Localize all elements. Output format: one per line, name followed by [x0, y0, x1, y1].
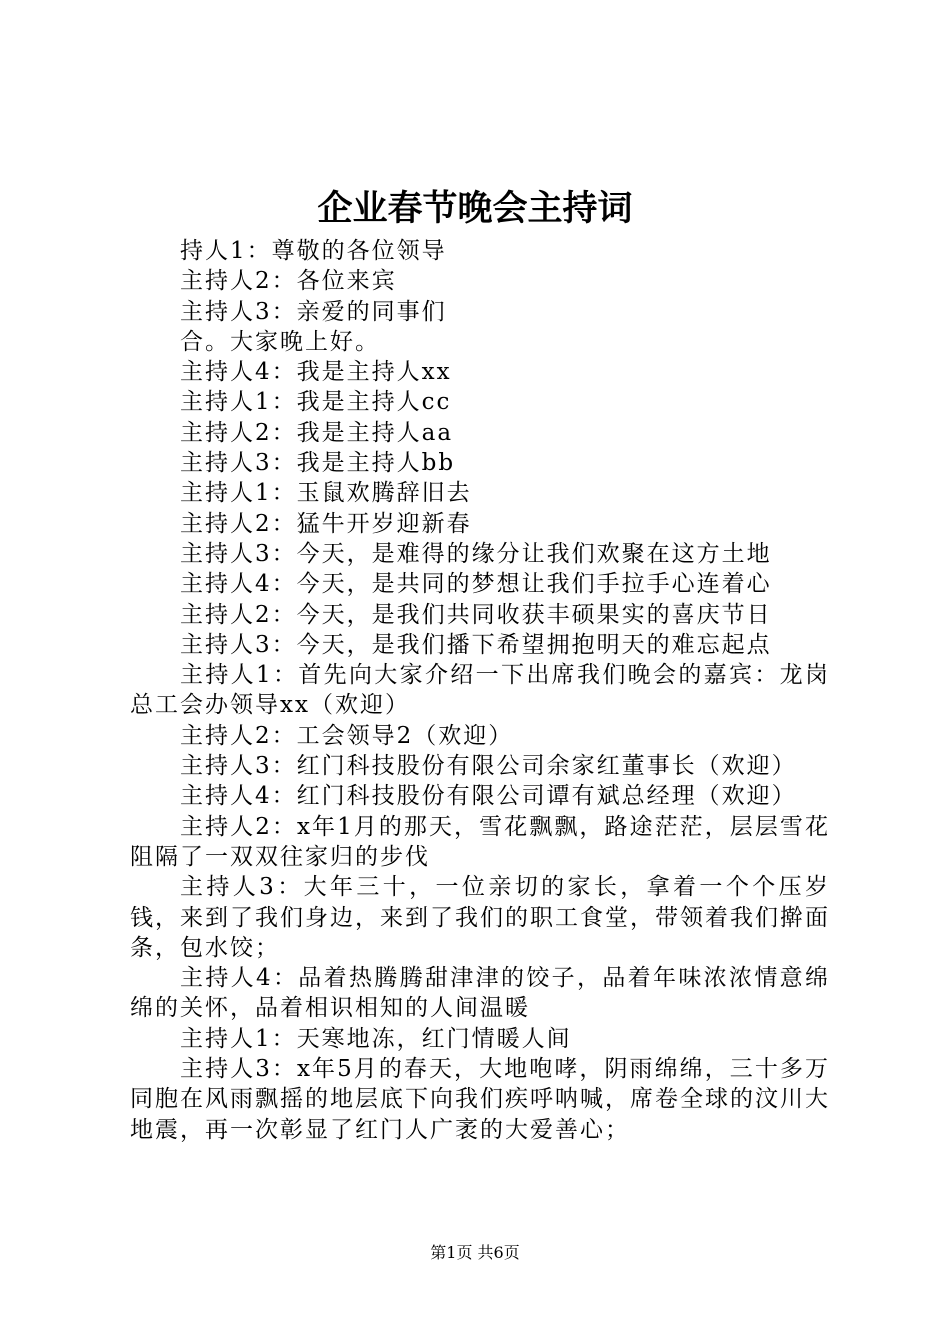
paragraph-4: 合。大家晚上好。 — [180, 328, 380, 355]
paragraph-12: 主持人4：今天，是共同的梦想让我们手拉手心连着心 — [180, 571, 772, 598]
paragraph-11: 主持人3：今天，是难得的缘分让我们欢聚在这方土地 — [180, 540, 772, 567]
paragraph-16: 主持人2：工会领导2（欢迎） — [180, 722, 514, 749]
paragraph-10: 主持人2：猛牛开岁迎新春 — [180, 510, 472, 537]
paragraph-22: 主持人1：天寒地冻，红门情暖人间 — [180, 1025, 572, 1052]
document-body — [130, 236, 830, 1145]
paragraph-14: 主持人3：今天，是我们播下希望拥抱明天的难忘起点 — [180, 631, 772, 658]
paragraph-8: 主持人3：我是主持人bb — [180, 450, 456, 477]
paragraph-7: 主持人2：我是主持人aa — [180, 419, 454, 446]
paragraph-17: 主持人3：红门科技股份有限公司余家红董事长（欢迎） — [180, 753, 797, 780]
page-footer: 第1页 共6页 — [430, 1243, 520, 1262]
paragraph-2: 主持人2：各位来宾 — [180, 268, 397, 295]
document-title: 企业春节晚会主持词 — [317, 188, 633, 229]
paragraph-21: 主持人4：品着热腾腾甜津津的饺子，品着年味浓浓情意绵绵的关怀，品着相识相知的人间温暖 — [130, 965, 830, 1022]
paragraph-18: 主持人4：红门科技股份有限公司谭有斌总经理（欢迎） — [180, 783, 797, 810]
paragraph-1: 持人1：尊敬的各位领导 — [180, 238, 447, 264]
paragraph-3: 主持人3：亲爱的同事们 — [180, 298, 447, 325]
paragraph-19: 主持人2：x年1月的那天，雪花飘飘，路途茫茫，层层雪花阻隔了一双双往家归的步伐 — [130, 813, 830, 870]
paragraph-13: 主持人2：今天，是我们共同收获丰硕果实的喜庆节日 — [180, 601, 772, 628]
paragraph-5: 主持人4：我是主持人xx — [180, 359, 452, 386]
paragraph-20: 主持人3：大年三十，一位亲切的家长，拿着一个个压岁钱，来到了我们身边，来到了我们的职工食堂，带领着我们擀面条，包水饺； — [130, 874, 830, 961]
paragraph-23: 主持人3：x年5月的春天，大地咆哮，阴雨绵绵，三十多万同胞在风雨飘摇的地层底下向我们疾呼呐喊，席卷全球的汶川大地震，再一次彰显了红门人广袤的大爱善心； — [130, 1056, 830, 1143]
paragraph-15: 主持人1：首先向大家介绍一下出席我们晚会的嘉宾：龙岗总工会办领导xx（欢迎） — [130, 662, 830, 719]
paragraph-6: 主持人1：我是主持人cc — [180, 389, 452, 416]
paragraph-9: 主持人1：玉鼠欢腾辞旧去 — [180, 480, 472, 507]
